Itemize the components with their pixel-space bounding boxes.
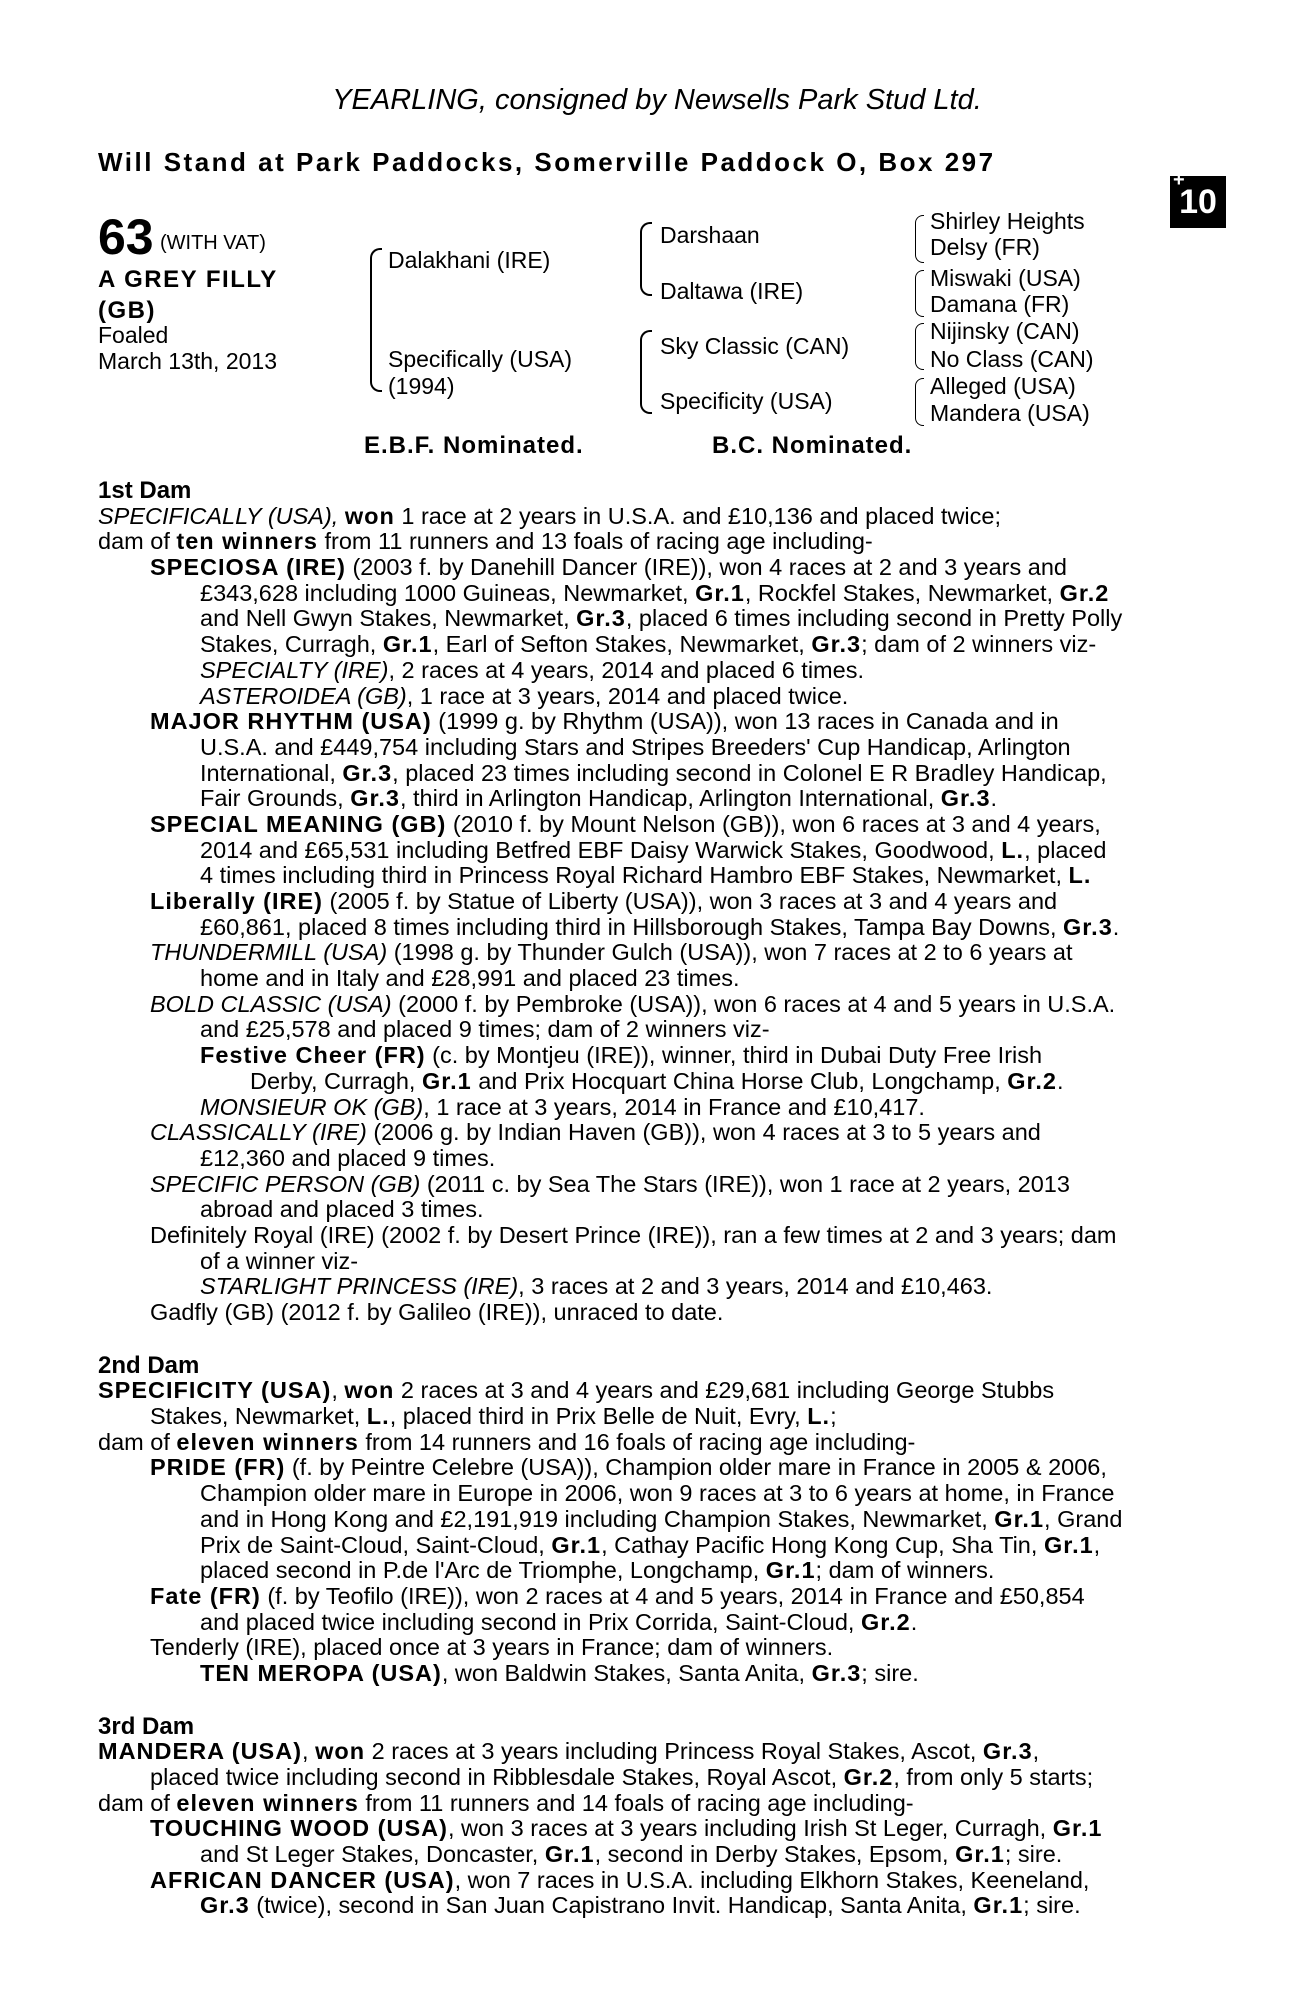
pedigree-dam: Specifically (USA)	[388, 346, 573, 372]
horse-description	[98, 264, 328, 326]
foaled-date: March 13th, 2013	[98, 348, 278, 374]
pedigree-brace-main	[370, 248, 382, 392]
second-dam-line: dam of eleven winners from 14 runners and 16 foals of racing age including-	[98, 1428, 916, 1455]
foaled-label: Foaled	[98, 322, 169, 348]
progeny-line: AFRICAN DANCER (USA), won 7 races in U.S.A. including Elkhorn Stakes, Keeneland,	[150, 1866, 1090, 1893]
third-dam-line: placed twice including second in Ribblesdale Stakes, Royal Ascot, Gr.2, from only 5 starts;	[150, 1764, 1094, 1790]
progeny-line: SPECIALTY (IRE), 2 races at 4 years, 2014 and placed 6 times.	[200, 656, 864, 683]
progeny-line: and Nell Gwyn Stakes, Newmarket, Gr.3, placed 6 times including second in Pretty Polly	[200, 605, 1123, 632]
progeny-line: and placed twice including second in Prix Corrida, Saint-Cloud, Gr.2.	[200, 1608, 918, 1635]
first-dam-line: dam of ten winners from 11 runners and 13 foals of racing age including-	[98, 528, 873, 555]
pedigree-g3: Miswaki (USA)	[930, 265, 1081, 291]
pedigree-g7: Alleged (USA)	[930, 373, 1076, 399]
progeny-line: ASTEROIDEA (GB), 1 race at 3 years, 2014 and placed twice.	[200, 682, 849, 709]
progeny-line: Derby, Curragh, Gr.1 and Prix Hocquart China Horse Club, Longchamp, Gr.2.	[250, 1067, 1064, 1094]
badge-number: 10	[1179, 183, 1217, 221]
third-dam-heading: 3rd Dam	[98, 1712, 195, 1740]
pedigree-dam-dam: Specificity (USA)	[660, 388, 833, 414]
badge-plus: +	[1173, 169, 1185, 191]
progeny-line: £12,360 and placed 9 times.	[200, 1144, 496, 1171]
progeny-line: TEN MEROPA (USA), won Baldwin Stakes, Santa Anita, Gr.3; sire.	[200, 1659, 919, 1686]
progeny-line: Champion older mare in Europe in 2006, won 9 races at 3 to 6 years at home, in France	[200, 1480, 1115, 1507]
progeny-line: home and in Italy and £28,991 and placed 23 times.	[200, 965, 740, 992]
pedigree-brace-g2	[915, 270, 924, 317]
pedigree-dam-year: (1994)	[388, 373, 455, 399]
progeny-line: 4 times including third in Princess Royal Richard Hambro EBF Stakes, Newmarket, L.	[200, 862, 1092, 889]
pedigree-brace-g1	[915, 215, 924, 263]
ebf-nominated: E.B.F. Nominated.	[364, 432, 584, 459]
third-dam-line: MANDERA (USA), won 2 races at 3 years including Princess Royal Stakes, Ascot, Gr.3,	[98, 1738, 1040, 1765]
progeny-line: STARLIGHT PRINCESS (IRE), 3 races at 2 and 3 years, 2014 and £10,463.	[200, 1273, 993, 1300]
stand-location: Will Stand at Park Paddocks, Somerville Paddock O, Box 297	[98, 147, 996, 177]
progeny-line: BOLD CLASSIC (USA) (2000 f. by Pembroke (USA)), won 6 races at 4 and 5 years in U.S.A.	[150, 990, 1116, 1017]
progeny-line: 2014 and £65,531 including Betfred EBF Daisy Warwick Stakes, Goodwood, L., placed	[200, 836, 1107, 863]
pedigree-g5: Nijinsky (CAN)	[930, 318, 1080, 344]
progeny-line: abroad and placed 3 times.	[200, 1196, 484, 1223]
lot-badge	[1170, 169, 1226, 228]
horse-description-line2: (GB)	[98, 297, 156, 324]
second-dam-line: SPECIFICITY (USA), won 2 races at 3 and 4 years and £29,681 including George Stubbs	[98, 1377, 1055, 1404]
progeny-line: placed second in P.de l'Arc de Triomphe, Longchamp, Gr.1; dam of winners.	[200, 1557, 995, 1584]
family-details	[98, 478, 1202, 1919]
progeny-line: MAJOR RHYTHM (USA) (1999 g. by Rhythm (USA)), won 13 races in Canada and in	[150, 708, 1059, 735]
pedigree-g1: Shirley Heights	[930, 208, 1085, 234]
progeny-line: THUNDERMILL (USA) (1998 g. by Thunder Gulch (USA)), won 7 races at 2 to 6 years at	[150, 939, 1073, 966]
progeny-line: Fate (FR) (f. by Teofilo (IRE)), won 2 races at 4 and 5 years, 2014 in France and £50,854	[150, 1582, 1085, 1609]
progeny-line: Fair Grounds, Gr.3, third in Arlington Handicap, Arlington International, Gr.3.	[200, 785, 998, 812]
first-dam-line: SPECIFICALLY (USA), won 1 race at 2 years in U.S.A. and £10,136 and placed twice;	[98, 502, 1001, 529]
pedigree-dam-sire: Sky Classic (CAN)	[660, 333, 850, 359]
third-dam-line: dam of eleven winners from 11 runners and 14 foals of racing age including-	[98, 1789, 914, 1816]
progeny-line: of a winner viz-	[200, 1247, 359, 1274]
pedigree-brace-g3	[915, 323, 924, 370]
progeny-line: Tenderly (IRE), placed once at 3 years in France; dam of winners.	[150, 1634, 834, 1661]
progeny-line: Prix de Saint-Cloud, Saint-Cloud, Gr.1, Cathay Pacific Hong Kong Cup, Sha Tin, Gr.1,	[200, 1531, 1101, 1558]
pedigree-g4: Damana (FR)	[930, 291, 1070, 317]
consigned-title: YEARLING, consigned by Newsells Park Stud Ltd.	[332, 84, 982, 116]
progeny-line: SPECIAL MEANING (GB) (2010 f. by Mount Nelson (GB)), won 6 races at 3 and 4 years,	[150, 810, 1101, 837]
first-dam-heading: 1st Dam	[98, 477, 192, 504]
second-dam-heading: 2nd Dam	[98, 1351, 200, 1379]
progeny-line: MONSIEUR OK (GB), 1 race at 3 years, 2014 in France and £10,417.	[200, 1093, 925, 1120]
progeny-line: £60,861, placed 8 times including third in Hillsborough Stakes, Tampa Bay Downs, Gr.3.	[200, 913, 1120, 940]
pedigree-g2: Delsy (FR)	[930, 234, 1040, 260]
progeny-line: Festive Cheer (FR) (c. by Montjeu (IRE)), winner, third in Dubai Duty Free Irish	[200, 1042, 1043, 1069]
pedigree-g6: No Class (CAN)	[930, 346, 1094, 372]
progeny-line: Gadfly (GB) (2012 f. by Galileo (IRE)), unraced to date.	[150, 1299, 724, 1325]
progeny-line: SPECIFIC PERSON (GB) (2011 c. by Sea The Stars (IRE)), won 1 race at 2 years, 2013	[150, 1170, 1070, 1197]
pedigree-brace-sire	[640, 222, 652, 296]
lot-number: 63	[98, 209, 154, 265]
pedigree-brace-dam	[640, 330, 652, 414]
progeny-line: SPECIOSA (IRE) (2003 f. by Danehill Dancer (IRE)), won 4 races at 2 and 3 years and	[150, 554, 1067, 581]
progeny-line: and in Hong Kong and £2,191,919 including Champion Stakes, Newmarket, Gr.1, Grand	[200, 1505, 1123, 1532]
progeny-line: TOUCHING WOOD (USA), won 3 races at 3 years including Irish St Leger, Curragh, Gr.1	[150, 1815, 1103, 1842]
horse-description-line1: A GREY FILLY	[98, 266, 278, 293]
progeny-line: CLASSICALLY (IRE) (2006 g. by Indian Haven (GB)), won 4 races at 3 to 5 years and	[150, 1119, 1041, 1146]
bc-nominated: B.C. Nominated.	[712, 432, 913, 459]
progeny-line: Gr.3 (twice), second in San Juan Capistrano Invit. Handicap, Santa Anita, Gr.1; sire.	[200, 1892, 1081, 1919]
vat-note: (WITH VAT)	[160, 232, 266, 254]
progeny-line: £343,628 including 1000 Guineas, Newmarket, Gr.1, Rockfel Stakes, Newmarket, Gr.2	[200, 579, 1110, 606]
progeny-line: International, Gr.3, placed 23 times including second in Colonel E R Bradley Handicap,	[200, 759, 1107, 786]
progeny-line: U.S.A. and £449,754 including Stars and Stripes Breeders' Cup Handicap, Arlington	[200, 733, 1071, 760]
pedigree-sire: Dalakhani (IRE)	[388, 247, 551, 273]
pedigree-brace-g4	[915, 378, 924, 426]
progeny-line: and £25,578 and placed 9 times; dam of 2 winners viz-	[200, 1016, 770, 1043]
progeny-line: and St Leger Stakes, Doncaster, Gr.1, second in Derby Stakes, Epsom, Gr.1; sire.	[200, 1841, 1063, 1868]
pedigree-g8: Mandera (USA)	[930, 400, 1090, 426]
pedigree-sire-sire: Darshaan	[660, 222, 760, 248]
progeny-line: Liberally (IRE) (2005 f. by Statue of Liberty (USA)), won 3 races at 3 and 4 years and	[150, 888, 1058, 914]
pedigree-sire-dam: Daltawa (IRE)	[660, 278, 804, 304]
second-dam-line: Stakes, Newmarket, L., placed third in Prix Belle de Nuit, Evry, L.;	[150, 1403, 837, 1430]
progeny-line: PRIDE (FR) (f. by Peintre Celebre (USA)), Champion older mare in France in 2005 & 2006,	[150, 1454, 1107, 1481]
progeny-line: Stakes, Curragh, Gr.1, Earl of Sefton Stakes, Newmarket, Gr.3; dam of 2 winners viz-	[200, 631, 1097, 658]
progeny-line: Definitely Royal (IRE) (2002 f. by Desert Prince (IRE)), ran a few times at 2 and 3 years; dam	[150, 1221, 1117, 1248]
